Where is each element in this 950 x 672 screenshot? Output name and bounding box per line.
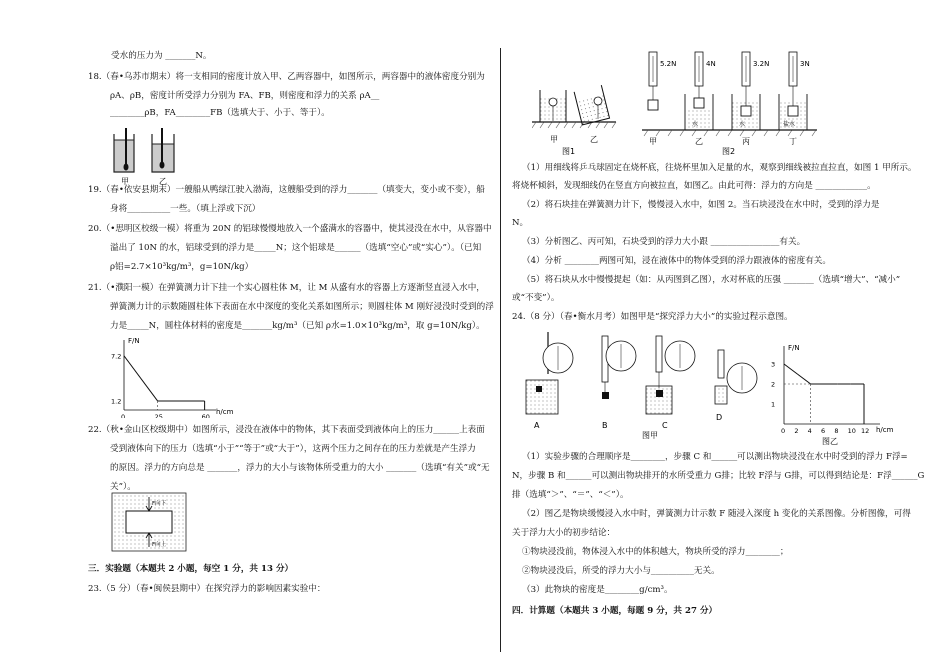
label-c: C bbox=[662, 421, 668, 430]
q23-intro: 23.（5 分）（春•闽侯县期中）在探究浮力的影响因素实验中： bbox=[88, 584, 326, 594]
figure-jia-caption: 图甲 bbox=[642, 431, 658, 440]
q23-p1b: 将烧杯倾斜，发现细线仍在竖直方向被拉直，如图乙。由此可得：浮力的方向是 ____________。 bbox=[512, 181, 876, 191]
step-d bbox=[715, 350, 757, 422]
fig2-caption: 图2 bbox=[722, 147, 736, 156]
fig2-label-jia: 甲 bbox=[649, 137, 657, 146]
q24-line1: 24.（8 分）（春•衡水月考）如图甲是“探究浮力大小”的实验过程示意图。 bbox=[512, 312, 793, 322]
step-a bbox=[526, 332, 573, 430]
y-tick-label: 1.2 bbox=[111, 397, 122, 406]
figure2 bbox=[642, 52, 817, 156]
section4-heading: 四．计算题（本题共 3 小题，每题 9 分，共 27 分） bbox=[512, 606, 718, 616]
y-tick-label: 2 bbox=[771, 380, 776, 389]
y-axis-label: F/N bbox=[788, 344, 800, 352]
label-yi: 乙 bbox=[159, 177, 167, 186]
q23-p2b: N。 bbox=[512, 218, 529, 228]
q24-p2b: 关于浮力大小的初步结论： bbox=[512, 528, 616, 538]
x-tick-label: 4 bbox=[807, 427, 812, 435]
q24-conclusion1: ①物块浸没前，物体浸入水中的体积越大，物块所受的浮力________； bbox=[522, 547, 789, 557]
q23-p1: （1）用细线将乒乓球固定在烧杯底，往烧杯里加入足量的水，观察到细线被拉直拉直，如图 1 甲所示。 bbox=[522, 163, 917, 173]
label-jia: 甲 bbox=[121, 177, 129, 186]
q22-line1: 22.（秋•金山区校级期中）如图所示，浸没在液体中的物体，其下表面受到液体向上的压力______上表面 bbox=[88, 425, 485, 435]
q23-p3: （3）分析图乙、丙可知，石块受到的浮力大小跟 ________________有关。 bbox=[522, 237, 806, 247]
label-b: B bbox=[602, 421, 608, 430]
q18-line1: 18.（春•乌苏市期末）将一支相同的密度计放入甲、乙两容器中，如图所示，两容器中的液体密度分别为 bbox=[88, 72, 485, 82]
fig1-label-jia: 甲 bbox=[550, 135, 558, 144]
fig1-label-yi: 乙 bbox=[590, 135, 598, 144]
x-tick-label: 0 bbox=[121, 413, 126, 418]
q17-end: 受水的压力为 _______N。 bbox=[111, 51, 212, 61]
fig2-label-bing: 丙 bbox=[742, 137, 750, 146]
beaker-jia bbox=[114, 128, 134, 172]
liquid-yi: 水 bbox=[692, 121, 699, 128]
x-tick-label: 25 bbox=[154, 413, 163, 418]
pressure-difference-figure bbox=[110, 491, 190, 555]
x-tick-label: 6 bbox=[821, 427, 826, 435]
label-d: D bbox=[716, 413, 723, 422]
beaker-yi bbox=[152, 128, 174, 172]
x-axis-label: h/cm bbox=[876, 426, 894, 434]
q22-line3: 的原因。浮力的方向总是 _______，浮力的大小与该物体所受重力的大小 _______（选填“有关”或“无 bbox=[110, 463, 490, 473]
figure-yi-caption: 图乙 bbox=[822, 437, 838, 446]
q24-p2: （2）图乙是物块缓慢浸入水中时，弹簧测力计示数 F 随浸入深度 h 变化的关系图像。分析图像，可得 bbox=[522, 509, 911, 519]
series-segment bbox=[797, 374, 810, 384]
q19-line2: 身将__________一些。（填上浮或下沉） bbox=[110, 204, 261, 214]
q23-p4: （4）分析 ________两图可知，浸在液体中的物体受到的浮力跟液体的密度有关。 bbox=[522, 256, 831, 266]
y-tick-label: 3 bbox=[771, 360, 776, 369]
x-tick-label: 10 bbox=[847, 427, 856, 435]
q22-line4: 关”）。 bbox=[110, 482, 136, 492]
q24-force-depth-chart bbox=[770, 340, 905, 448]
x-tick-label: 60 bbox=[201, 413, 210, 418]
liquid-bing: 水 bbox=[739, 121, 746, 128]
y-tick-label: 7.2 bbox=[111, 352, 122, 361]
series-segment bbox=[124, 356, 158, 401]
q22-line2: 受到液体向下的压力（选填“小于”“等于”或“大于”），这两个压力之间存在的压力差就是产生浮力 bbox=[110, 444, 476, 454]
x-tick-label: 8 bbox=[834, 427, 839, 435]
q24-conclusion2: ②物块浸没后，所受的浮力大小与__________无关。 bbox=[522, 566, 720, 576]
liquid-ding: 盐水 bbox=[783, 121, 796, 128]
q21-line2: 弹簧测力计的示数随圆柱体下表面在水中深度的变化关系如图所示；则圆柱体 M 刚好浸没时受到的浮 bbox=[110, 302, 494, 312]
q24-figure-jia bbox=[522, 328, 792, 440]
hydrometer-figure bbox=[108, 124, 188, 186]
x-tick-label: 12 bbox=[861, 427, 870, 435]
force-up-label: F向上 bbox=[152, 542, 167, 548]
fig2-label-ding: 丁 bbox=[789, 137, 797, 146]
q18-line3: ________ρB，FA________FB（选填大于、小于、等于）。 bbox=[110, 108, 330, 118]
q20-line3: ρ铝=2.7×10³kg/m³，g=10N/kg） bbox=[110, 262, 254, 272]
q21-force-depth-chart bbox=[104, 334, 254, 418]
immersed-block bbox=[126, 511, 172, 533]
label-a: A bbox=[534, 421, 540, 430]
fig2-label-yi: 乙 bbox=[695, 137, 703, 146]
q24-p1c: 排（选填“＞”、“＝”、“＜”）。 bbox=[512, 490, 629, 500]
step-c bbox=[646, 336, 695, 430]
q24-p1b: N，步骤 B 和______可以测出物块排开的水所受重力 G排；比较 F浮与 G排，可以得到结论是：F浮______G bbox=[512, 471, 925, 481]
reading-bing: 3.2N bbox=[753, 60, 770, 68]
q23-p5b: 或“不变”）。 bbox=[512, 293, 560, 303]
x-axis-label: h/cm bbox=[216, 408, 234, 416]
q21-line1: 21.（•濮阳一模）在弹簧测力计下挂一个实心圆柱体 M，让 M 从盛有水的容器上方逐渐竖直浸入水中， bbox=[88, 283, 485, 293]
figure1 bbox=[532, 85, 616, 156]
q23-figures bbox=[532, 50, 822, 160]
left-column bbox=[88, 0, 493, 672]
series-segment bbox=[784, 364, 797, 374]
column-divider bbox=[500, 48, 501, 652]
right-column bbox=[512, 0, 925, 672]
fig1-caption: 图1 bbox=[562, 147, 576, 156]
q19-line1: 19.（春•依安县期末）一艘船从鸭绿江驶入渤海，这艘船受到的浮力_______（填变大，变小或不变），船 bbox=[88, 185, 485, 195]
force-down-label: F向下 bbox=[152, 501, 167, 507]
x-tick-label: 2 bbox=[794, 427, 799, 435]
x-tick-label: 0 bbox=[781, 427, 786, 435]
reading-jia: 5.2N bbox=[660, 60, 677, 68]
q23-p5: （5）将石块从水中慢慢提起（如：从丙图到乙图），水对杯底的压强 _______（选填“增大”、“减小” bbox=[522, 275, 901, 285]
y-tick-label: 1 bbox=[771, 400, 776, 409]
section3-heading: 三．实验题（本题共 2 小题，每空 1 分，共 13 分） bbox=[88, 564, 294, 574]
q24-p1: （1）实验步骤的合理顺序是________，步骤 C 和______可以测出物块浸没在水中时受到的浮力 F浮= bbox=[522, 452, 908, 462]
q21-line3: 力是_____N，圆柱体材料的密度是_______kg/m³（已知 ρ水=1.0×10³kg/m³，取 g=10N/kg）。 bbox=[110, 321, 485, 331]
q20-line1: 20.（•思明区校级一模）将重为 20N 的铝球慢慢地放入一个盛满水的容器中，使其浸没在水中，从容器中 bbox=[88, 224, 492, 234]
q18-line2: ρA、ρB，密度计所受浮力分别为 FA、FB，则密度和浮力的关系 ρA__ bbox=[110, 91, 380, 101]
q20-line2: 溢出了 10N 的水，铝球受到的浮力是_____N；这个铝球是______（选填“空心”或“实心”）。（已知 bbox=[110, 243, 482, 253]
q24-p3: （3）此物块的密度是________g/cm³。 bbox=[522, 585, 673, 595]
reading-yi: 4N bbox=[706, 60, 716, 68]
y-axis-label: F/N bbox=[128, 337, 140, 345]
step-b bbox=[602, 336, 636, 430]
reading-ding: 3N bbox=[800, 60, 810, 68]
q23-p2: （2）将石块挂在弹簧测力计下，慢慢浸入水中，如图 2。当石块浸没在水中时，受到的浮力是 bbox=[522, 200, 880, 210]
